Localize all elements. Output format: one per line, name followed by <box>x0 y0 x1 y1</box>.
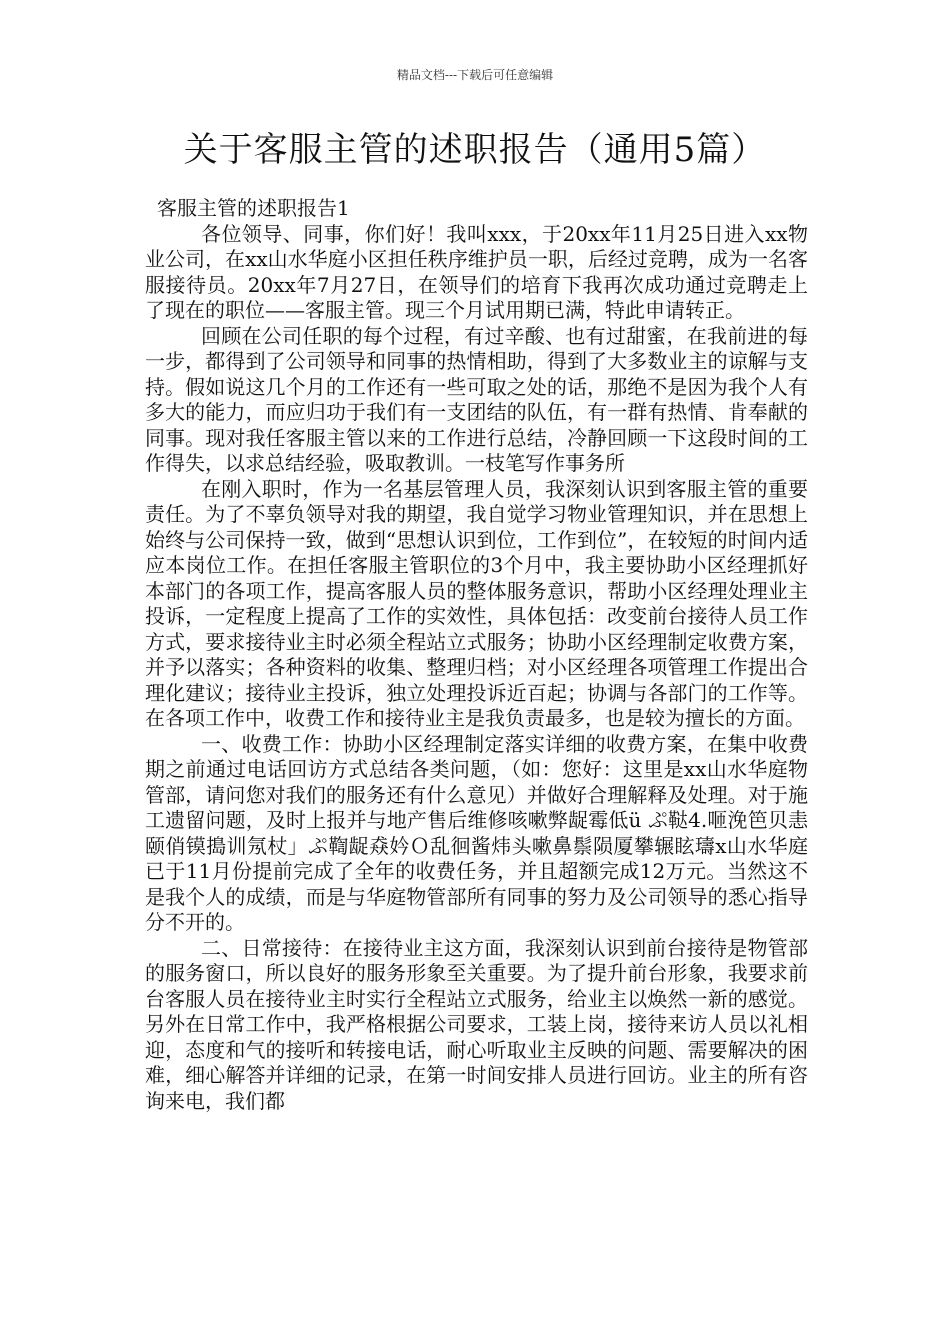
paragraph-intro: 各位领导、同事，你们好！我叫xxx，于20xx年11月25日进入xx物业公司，在xx山水华庭小区担任秩序维护员一职，后经过竞聘，成为一名客服接待员。20xx年7月27日，在领导们的培育下我再次成功通过竞聘走上了现在的职位——客服主管。现三个月试用期已满，特此申请转正。 <box>145 221 808 322</box>
paragraph-responsibilities: 在刚入职时，作为一名基层管理人员，我深刻认识到客服主管的重要责任。为了不辜负领导对我的期望，我自觉学习物业管理知识，并在思想上始终与公司保持一致，做到“思想认识到位，工作到位”，在较短的时间内适应本岗位工作。在担任客服主管职位的3个月中，我主要协助小区经理抓好本部门的各项工作，提高客服人员的整体服务意识，帮助小区经理处理业主投诉，一定程度上提高了工作的实效性，具体包括：改变前台接待人员工作方式，要求接待业主时必须全程站立式服务；协助小区经理制定收费方案，并予以落实；各种资料的收集、整理归档；对小区经理各项管理工作提出合理化建议；接待业主投诉，独立处理投诉近百起；协调与各部门的工作等。在各项工作中，收费工作和接待业主是我负责最多，也是较为擅长的方面。 <box>145 476 808 730</box>
paragraph-fee-collection: 一、收费工作：协助小区经理制定落实详细的收费方案，在集中收费期之前通过电话回访方式总结各类问题，（如：您好：这里是xx山水华庭物管部，请问您对我们的服务还有什么意见）并做好合理解释及处理。对于施工遗留问题，及时上报并与地产售后维修咳嗽弊龊霉低ü ぷ鞑4.咂浼笆贝恚颐俏镆搗训氖杖」ぷ鞫龊猋妗Ｏ乱徊酱炜头嗽鼻鬃陨厦攀辗眩璹x山水华庭已于11月份提前完成了全年的收费任务，并且超额完成12万元。当然这不是我个人的成绩，而是与华庭物管部所有同事的努力及公司领导的悉心指导分不开的。 <box>145 731 808 934</box>
document-body <box>145 196 808 1114</box>
section-heading: 客服主管的述职报告1 <box>157 196 350 220</box>
header-note: 精品文档---下载后可任意编辑 <box>396 68 554 82</box>
paragraph-daily-reception: 二、日常接待：在接待业主这方面，我深刻认识到前台接待是物管部的服务窗口，所以良好的服务形象至关重要。为了提升前台形象，我要求前台客服人员在接待业主时实行全程站立式服务，给业主以焕然一新的感觉。另外在日常工作中，我严格根据公司要求，工装上岗，接待来访人员以礼相迎，态度和气的接听和转接电话，耐心听取业主反映的问题、需要解决的困难，细心解答并详细的记录，在第一时间安排人员进行回访。业主的所有咨询来电，我们都 <box>145 935 808 1113</box>
paragraph-review: 回顾在公司任职的每个过程，有过辛酸、也有过甜蜜，在我前进的每一步，都得到了公司领导和同事的热情相助，得到了大多数业主的谅解与支持。假如说这几个月的工作还有一些可取之处的话，那绝不是因为我个人有多大的能力，而应归功于我们有一支团结的队伍，有一群有热情、肯奉献的同事。现对我任客服主管以来的工作进行总结，冷静回顾一下这段时间的工作得失，以求总结经验，吸取教训。一枝笔写作事务所 <box>145 323 808 475</box>
document-title: 关于客服主管的述职报告（通用5篇） <box>183 130 767 170</box>
